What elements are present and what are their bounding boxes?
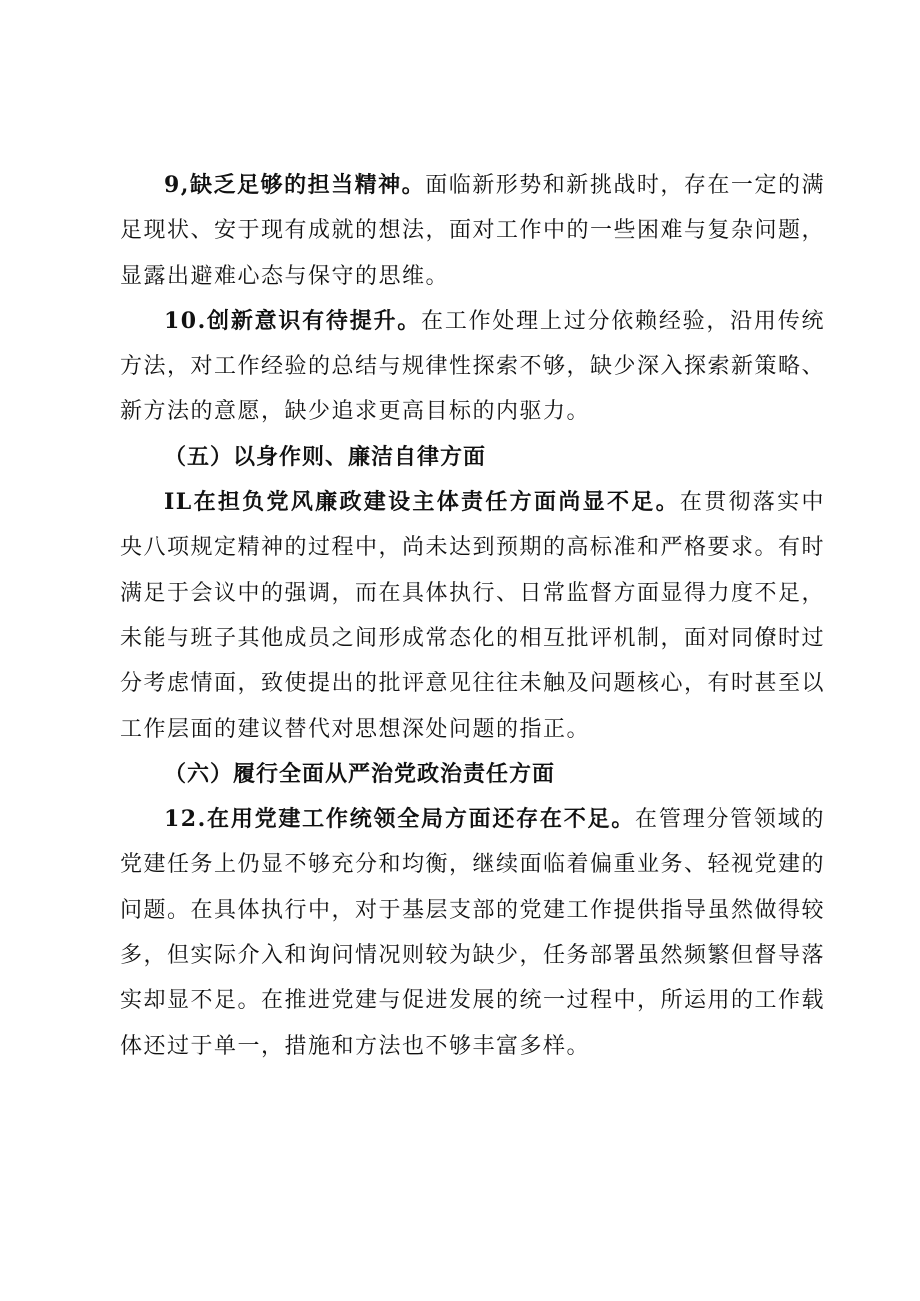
- paragraph-11-body: 在贯彻落实中央八项规定精神的过程中，尚未达到预期的高标准和严格要求。有时满足于会议中的强调，而在具体执行、日常监督方面显得力度不足，未能与班子其他成员之间形成常态化的相互批评机制，面对同僚时过分考虑情面，致使提出的批评意见往往未触及问题核心，有时甚至以工作层面的建议替代对思想深处问题的指正。: [120, 490, 826, 742]
- paragraph-9-body: 面临新形势和新挑战时，存在一定的满足现状、安于现有成就的想法，面对工作中的一些困难与复杂问题，显露出避难心态与保守的思维。: [120, 173, 826, 289]
- paragraph-9: [120, 163, 825, 299]
- paragraph-9-lead: 9,缺乏足够的担当精神。: [164, 172, 426, 198]
- paragraph-10: [120, 299, 825, 435]
- paragraph-12-body: 在管理分管领域的党建任务上仍显不够充分和均衡，继续面临着偏重业务、轻视党建的问题。在具体执行中，对于基层支部的党建工作提供指导虽然做得较多，但实际介入和询问情况则较为缺少，任务部署虽然频繁但督导落实却显不足。在推进党建与促进发展的统一过程中，所运用的工作载体还过于单一，措施和方法也不够丰富多样。: [120, 807, 826, 1059]
- section-heading-6: （六）履行全面从严治党政治责任方面: [164, 760, 556, 787]
- paragraph-11-lead: IL在担负党风廉政建设主体责任方面尚显不足。: [164, 489, 680, 516]
- document-body: [120, 163, 825, 1069]
- paragraph-11: [120, 480, 825, 752]
- paragraph-10-lead: 10.创新意识有待提升。: [164, 307, 422, 334]
- paragraph-12: [120, 797, 825, 1069]
- paragraph-12-lead: 12.在用党建工作统领全局方面还存在不足。: [164, 806, 636, 833]
- section-heading-5: （五）以身作则、廉洁自律方面: [164, 443, 487, 470]
- paragraph-10-body: 在工作处理上过分依赖经验，沿用传统方法，对工作经验的总结与规律性探索不够，缺少深入探索新策略、新方法的意愿，缺少追求更高目标的内驱力。: [120, 308, 826, 425]
